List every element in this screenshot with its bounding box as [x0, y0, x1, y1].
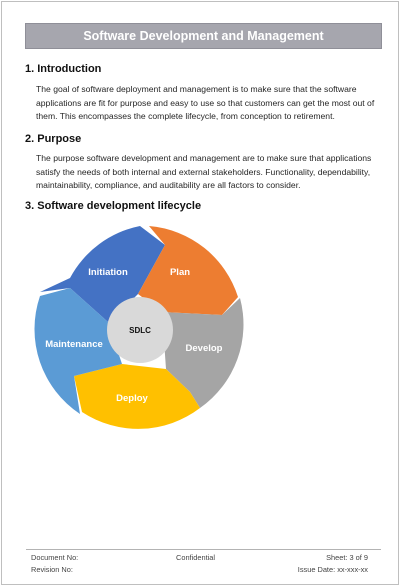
footer-divider	[26, 549, 381, 550]
stage-deploy-label: Deploy	[116, 393, 148, 404]
footer-issue-date: Issue Date: xx-xxx-xx	[297, 565, 368, 574]
section-heading-introduction: 1. Introduction	[25, 63, 102, 75]
section-heading-purpose: 2. Purpose	[25, 133, 82, 145]
document-page	[1, 1, 399, 585]
section-body-purpose: The purpose software development and management are to make sure that applications satisfy the needs of both internal and external stakeholders. Functionality, dependability, maintainability, compliance, and auditability are all factors to consider.	[36, 153, 372, 191]
stage-initiation-label: Initiation	[88, 267, 128, 278]
sdlc-cycle-diagram	[22, 212, 262, 442]
stage-maintenance-label: Maintenance	[45, 339, 103, 350]
footer-revision-no: Revision No:	[31, 565, 73, 574]
footer-classification: Confidential	[176, 553, 216, 562]
footer-sheet-number: Sheet: 3 of 9	[326, 553, 368, 562]
section-heading-lifecycle: 3. Software development lifecycle	[25, 200, 202, 212]
document-title: Software Development and Management	[25, 23, 382, 49]
section-body-introduction: The goal of software deployment and management is to make sure that the software applications are fit for purpose and easy to use so that customers can get the most out of them. This encompasses the complete lifecycle, from conception to retirement.	[36, 84, 375, 122]
footer-document-no: Document No:	[31, 553, 79, 562]
stage-develop-label: Develop	[185, 343, 223, 354]
stage-plan-label: Plan	[169, 267, 191, 278]
sdlc-center-label: SDLC	[129, 326, 151, 335]
